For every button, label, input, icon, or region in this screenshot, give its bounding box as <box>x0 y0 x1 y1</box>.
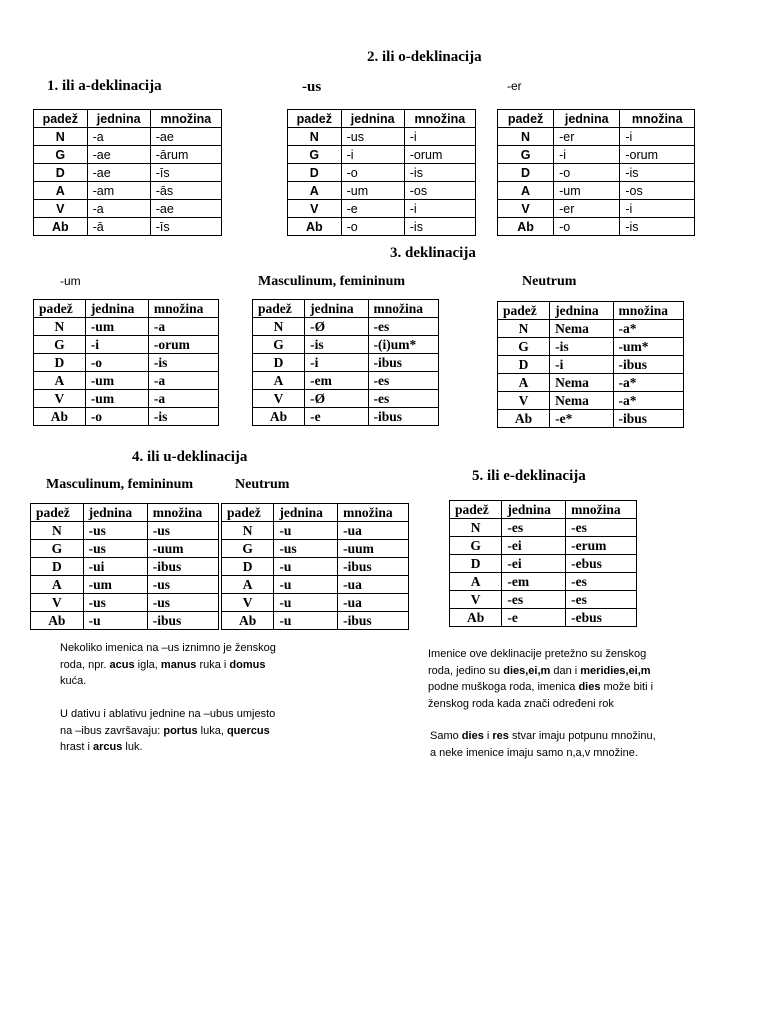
case-cell: N <box>450 519 502 537</box>
table-row <box>253 354 439 372</box>
table-row <box>498 218 695 236</box>
table-row <box>34 146 222 164</box>
plural-cell: -um* <box>613 338 683 356</box>
singular-cell: -es <box>502 591 566 609</box>
note-u-feminine: Nekoliko imenica na –us iznimno je ženskog roda, npr. acus igla, manus ruka i domus kuća. <box>60 642 276 687</box>
table-row <box>450 519 637 537</box>
singular-cell: -is <box>305 336 368 354</box>
table-row <box>498 356 684 374</box>
case-cell: N <box>31 522 84 540</box>
table-row <box>222 558 409 576</box>
header-singular: jednina <box>274 504 338 522</box>
plural-cell: -ibus <box>147 558 218 576</box>
case-cell: V <box>34 200 88 218</box>
case-cell: G <box>222 540 274 558</box>
case-cell: A <box>34 182 88 200</box>
singular-cell: -es <box>502 519 566 537</box>
table-header-row <box>31 504 219 522</box>
table-row <box>498 182 695 200</box>
plural-cell: -us <box>147 522 218 540</box>
header-plural: množina <box>338 504 409 522</box>
singular-cell: -u <box>274 522 338 540</box>
table-row <box>31 558 219 576</box>
case-cell: G <box>498 146 554 164</box>
case-cell: G <box>288 146 342 164</box>
singular-cell: -er <box>554 128 620 146</box>
heading-u-declension: 4. ili u-deklinacija <box>132 449 248 465</box>
plural-cell: -ibus <box>338 612 409 630</box>
table-header-row <box>222 504 409 522</box>
singular-cell: -i <box>85 336 148 354</box>
case-cell: G <box>450 537 502 555</box>
singular-cell: -Ø <box>305 318 368 336</box>
table-row <box>288 128 476 146</box>
singular-cell: -us <box>274 540 338 558</box>
plural-cell: -es <box>368 390 438 408</box>
heading-e-declension: 5. ili e-deklinacija <box>472 468 586 484</box>
singular-cell: -ae <box>87 164 150 182</box>
header-plural: množina <box>150 110 221 128</box>
plural-cell: -erum <box>566 537 637 555</box>
case-cell: Ab <box>222 612 274 630</box>
singular-cell: -a <box>87 128 150 146</box>
header-plural: množina <box>368 300 438 318</box>
table-header-row <box>34 300 219 318</box>
singular-cell: -ei <box>502 537 566 555</box>
singular-cell: -um <box>85 318 148 336</box>
plural-cell: -ibus <box>368 354 438 372</box>
plural-cell: -(i)um* <box>368 336 438 354</box>
note-e-gender: Imenice ove deklinacije pretežno su ženskog roda, jedino su dies,ei,m dan i meridies,ei,m podne muškoga roda, imenica dies može biti i ženskog roda kada znači određeni rok <box>428 648 654 710</box>
singular-cell: -am <box>87 182 150 200</box>
table-row <box>450 609 637 627</box>
case-cell: A <box>498 374 550 392</box>
plural-cell: -es <box>368 372 438 390</box>
singular-cell: Nema <box>550 392 613 410</box>
header-singular: jednina <box>85 300 148 318</box>
case-cell: V <box>288 200 342 218</box>
table-row <box>450 555 637 573</box>
case-cell: D <box>34 164 88 182</box>
singular-cell: -er <box>554 200 620 218</box>
case-cell: D <box>498 356 550 374</box>
plural-cell: -ebus <box>566 555 637 573</box>
table-row <box>498 338 684 356</box>
table-row <box>498 146 695 164</box>
table-row <box>34 164 222 182</box>
table-row <box>222 540 409 558</box>
table-row <box>253 318 439 336</box>
table-header-row <box>288 110 476 128</box>
plural-cell: -ua <box>338 594 409 612</box>
case-cell: A <box>288 182 342 200</box>
singular-cell: -e <box>341 200 404 218</box>
singular-cell: -o <box>85 408 148 426</box>
case-cell: D <box>222 558 274 576</box>
plural-cell: -es <box>566 591 637 609</box>
case-cell: D <box>288 164 342 182</box>
header-case: padež <box>288 110 342 128</box>
table-row <box>31 522 219 540</box>
case-cell: V <box>450 591 502 609</box>
case-cell: V <box>498 392 550 410</box>
singular-cell: -us <box>83 540 147 558</box>
case-cell: G <box>34 336 86 354</box>
case-cell: D <box>34 354 86 372</box>
plural-cell: -es <box>566 573 637 591</box>
table-e-declension <box>449 500 637 627</box>
table-row <box>498 164 695 182</box>
header-case: padež <box>450 501 502 519</box>
header-case: padež <box>253 300 305 318</box>
plural-cell: -a* <box>613 374 683 392</box>
header-case: padež <box>31 504 84 522</box>
plural-cell: -us <box>147 594 218 612</box>
table-header-row <box>450 501 637 519</box>
header-plural: množina <box>613 302 683 320</box>
case-cell: Ab <box>31 612 84 630</box>
header-singular: jednina <box>554 110 620 128</box>
table-row <box>498 392 684 410</box>
header-plural: množina <box>148 300 218 318</box>
header-case: padež <box>498 302 550 320</box>
plural-cell: -ibus <box>613 356 683 374</box>
singular-cell: -is <box>550 338 613 356</box>
table-row <box>34 182 222 200</box>
singular-cell: -i <box>554 146 620 164</box>
table-row <box>34 218 222 236</box>
case-cell: V <box>31 594 84 612</box>
table-o-declension-er <box>497 109 695 236</box>
plural-cell: -os <box>620 182 695 200</box>
header-plural: množina <box>404 110 475 128</box>
singular-cell: -i <box>305 354 368 372</box>
singular-cell: -i <box>550 356 613 374</box>
header-case: padež <box>34 300 86 318</box>
case-cell: Ab <box>34 408 86 426</box>
table-row <box>34 128 222 146</box>
header-case: padež <box>34 110 88 128</box>
case-cell: V <box>498 200 554 218</box>
singular-cell: -us <box>83 522 147 540</box>
table-row <box>34 336 219 354</box>
table-header-row <box>253 300 439 318</box>
plural-cell: -ua <box>338 522 409 540</box>
table-row <box>222 576 409 594</box>
table-u-masc-fem <box>30 503 219 630</box>
singular-cell: -um <box>85 372 148 390</box>
table-u-neutrum <box>221 503 409 630</box>
table-row <box>31 576 219 594</box>
table-header-row <box>34 110 222 128</box>
case-cell: N <box>498 320 550 338</box>
plural-cell: -os <box>404 182 475 200</box>
singular-cell: -um <box>85 390 148 408</box>
singular-cell: -u <box>274 612 338 630</box>
heading-third-declension: 3. deklinacija <box>390 245 476 261</box>
table-row <box>498 374 684 392</box>
header-case: padež <box>222 504 274 522</box>
table-row <box>31 594 219 612</box>
table-third-masc-fem <box>252 299 439 426</box>
table-row <box>498 410 684 428</box>
table-o-declension-um <box>33 299 219 426</box>
plural-cell: -es <box>368 318 438 336</box>
header-singular: jednina <box>83 504 147 522</box>
plural-cell: -is <box>404 218 475 236</box>
singular-cell: -em <box>502 573 566 591</box>
label-masc-fem-4: Masculinum, femininum <box>46 477 194 492</box>
table-row <box>253 372 439 390</box>
table-row <box>450 591 637 609</box>
singular-cell: -u <box>274 576 338 594</box>
singular-cell: -Ø <box>305 390 368 408</box>
plural-cell: -orum <box>404 146 475 164</box>
table-header-row <box>498 302 684 320</box>
plural-cell: -uum <box>147 540 218 558</box>
case-cell: A <box>498 182 554 200</box>
singular-cell: -e <box>305 408 368 426</box>
table-row <box>253 390 439 408</box>
plural-cell: -i <box>620 128 695 146</box>
case-cell: Ab <box>34 218 88 236</box>
note-u-ubus: U dativu i ablativu jednine na –ubus umjesto na –ibus završavaju: portus luka, quercus hrast i arcus luk. <box>60 708 276 753</box>
plural-cell: -us <box>147 576 218 594</box>
table-row <box>288 182 476 200</box>
singular-cell: -ei <box>502 555 566 573</box>
table-row <box>31 612 219 630</box>
plural-cell: -ārum <box>150 146 221 164</box>
singular-cell: -u <box>274 594 338 612</box>
plural-cell: -orum <box>620 146 695 164</box>
table-row <box>498 200 695 218</box>
plural-cell: -ibus <box>147 612 218 630</box>
table-row <box>288 164 476 182</box>
case-cell: D <box>253 354 305 372</box>
plural-cell: -a <box>148 390 218 408</box>
singular-cell: -u <box>83 612 147 630</box>
header-plural: množina <box>566 501 637 519</box>
plural-cell: -a* <box>613 320 683 338</box>
case-cell: N <box>498 128 554 146</box>
label-masc-fem-3: Masculinum, femininum <box>258 274 406 289</box>
singular-cell: -o <box>554 164 620 182</box>
singular-cell: -o <box>341 164 404 182</box>
table-row <box>222 594 409 612</box>
header-singular: jednina <box>341 110 404 128</box>
case-cell: D <box>31 558 84 576</box>
singular-cell: -us <box>83 594 147 612</box>
table-row <box>31 540 219 558</box>
plural-cell: -īs <box>150 218 221 236</box>
label-neutrum-4: Neutrum <box>235 477 290 492</box>
case-cell: D <box>450 555 502 573</box>
singular-cell: -i <box>341 146 404 164</box>
case-cell: G <box>498 338 550 356</box>
plural-cell: -a <box>148 372 218 390</box>
label-um: -um <box>60 274 81 288</box>
singular-cell: -u <box>274 558 338 576</box>
table-row <box>222 522 409 540</box>
table-row <box>288 200 476 218</box>
header-singular: jednina <box>502 501 566 519</box>
case-cell: A <box>450 573 502 591</box>
singular-cell: -e* <box>550 410 613 428</box>
plural-cell: -ua <box>338 576 409 594</box>
table-row <box>34 390 219 408</box>
case-cell: G <box>253 336 305 354</box>
table-row <box>222 612 409 630</box>
table-row <box>34 318 219 336</box>
plural-cell: -ebus <box>566 609 637 627</box>
plural-cell: -ibus <box>613 410 683 428</box>
table-row <box>34 354 219 372</box>
plural-cell: -a* <box>613 392 683 410</box>
plural-cell: -a <box>148 318 218 336</box>
case-cell: G <box>31 540 84 558</box>
case-cell: V <box>34 390 86 408</box>
plural-cell: -ibus <box>368 408 438 426</box>
table-o-declension-us <box>287 109 476 236</box>
header-singular: jednina <box>87 110 150 128</box>
case-cell: N <box>34 128 88 146</box>
singular-cell: -o <box>341 218 404 236</box>
header-case: padež <box>498 110 554 128</box>
table-row <box>450 537 637 555</box>
case-cell: Ab <box>288 218 342 236</box>
plural-cell: -is <box>620 164 695 182</box>
plural-cell: -orum <box>148 336 218 354</box>
plural-cell: -is <box>148 354 218 372</box>
table-a-declension <box>33 109 222 236</box>
table-row <box>288 218 476 236</box>
table-row <box>34 200 222 218</box>
singular-cell: -us <box>341 128 404 146</box>
table-row <box>498 128 695 146</box>
plural-cell: -i <box>404 200 475 218</box>
case-cell: Ab <box>498 410 550 428</box>
plural-cell: -es <box>566 519 637 537</box>
singular-cell: -ā <box>87 218 150 236</box>
plural-cell: -is <box>404 164 475 182</box>
case-cell: N <box>253 318 305 336</box>
plural-cell: -i <box>404 128 475 146</box>
singular-cell: -o <box>554 218 620 236</box>
singular-cell: Nema <box>550 320 613 338</box>
case-cell: N <box>222 522 274 540</box>
plural-cell: -i <box>620 200 695 218</box>
singular-cell: -em <box>305 372 368 390</box>
singular-cell: -um <box>341 182 404 200</box>
plural-cell: -ae <box>150 200 221 218</box>
case-cell: N <box>288 128 342 146</box>
singular-cell: -um <box>554 182 620 200</box>
singular-cell: -ui <box>83 558 147 576</box>
plural-cell: -is <box>148 408 218 426</box>
heading-a-declension: 1. ili a-deklinacija <box>47 78 162 94</box>
table-row <box>288 146 476 164</box>
label-us: -us <box>302 79 322 95</box>
label-neutrum-3: Neutrum <box>522 274 577 289</box>
header-singular: jednina <box>305 300 368 318</box>
plural-cell: -ae <box>150 128 221 146</box>
table-row <box>253 408 439 426</box>
header-singular: jednina <box>550 302 613 320</box>
header-plural: množina <box>620 110 695 128</box>
table-row <box>450 573 637 591</box>
singular-cell: -um <box>83 576 147 594</box>
case-cell: Ab <box>253 408 305 426</box>
table-row <box>498 320 684 338</box>
label-er: -er <box>507 79 522 93</box>
heading-o-declension: 2. ili o-deklinacija <box>367 49 482 65</box>
plural-cell: -is <box>620 218 695 236</box>
singular-cell: Nema <box>550 374 613 392</box>
case-cell: A <box>253 372 305 390</box>
singular-cell: -ae <box>87 146 150 164</box>
singular-cell: -a <box>87 200 150 218</box>
table-row <box>253 336 439 354</box>
case-cell: N <box>34 318 86 336</box>
case-cell: D <box>498 164 554 182</box>
plural-cell: -ās <box>150 182 221 200</box>
singular-cell: -e <box>502 609 566 627</box>
plural-cell: -īs <box>150 164 221 182</box>
note-e-plural: Samo dies i res stvar imaju potpunu množinu, a neke imenice imaju samo n,a,v množine. <box>430 730 656 759</box>
case-cell: V <box>253 390 305 408</box>
case-cell: V <box>222 594 274 612</box>
plural-cell: -ibus <box>338 558 409 576</box>
singular-cell: -o <box>85 354 148 372</box>
header-plural: množina <box>147 504 218 522</box>
table-header-row <box>498 110 695 128</box>
table-row <box>34 372 219 390</box>
case-cell: G <box>34 146 88 164</box>
table-third-neutrum <box>497 301 684 428</box>
case-cell: A <box>34 372 86 390</box>
plural-cell: -uum <box>338 540 409 558</box>
case-cell: Ab <box>498 218 554 236</box>
case-cell: A <box>31 576 84 594</box>
table-row <box>34 408 219 426</box>
case-cell: A <box>222 576 274 594</box>
case-cell: Ab <box>450 609 502 627</box>
